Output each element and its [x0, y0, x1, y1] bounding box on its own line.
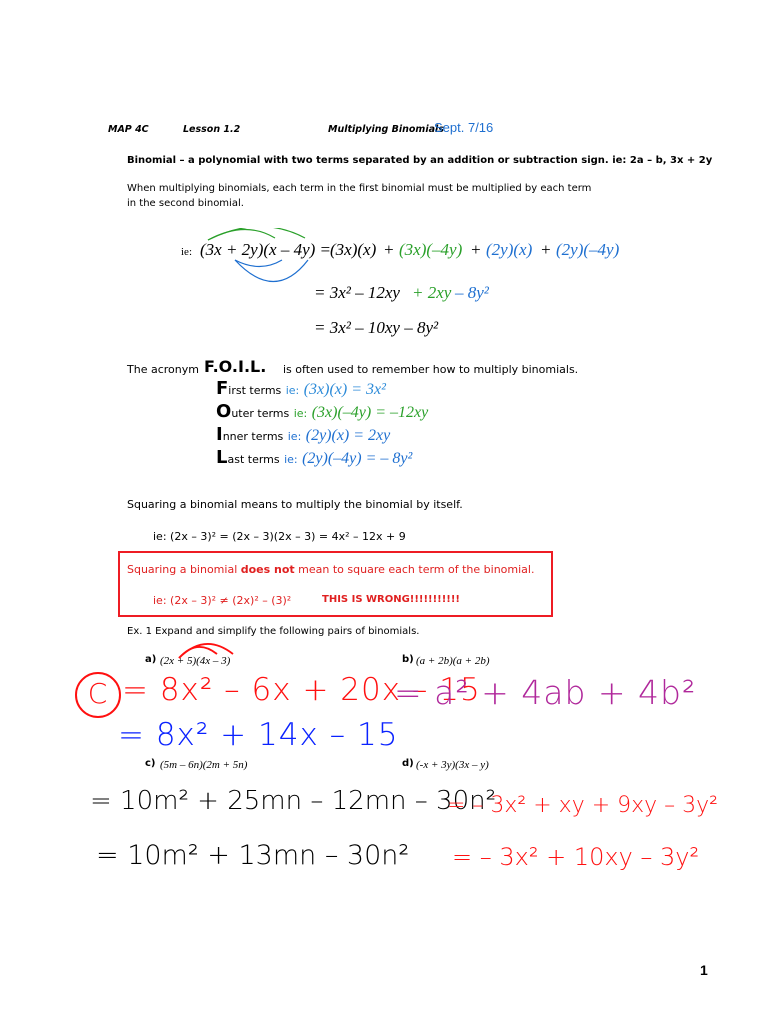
example-term4: (2y)(–4y) — [556, 240, 620, 259]
foil-letter: O — [216, 401, 232, 422]
foil-ie: ie: — [287, 430, 302, 443]
example-expression: (3x + 2y)(x – 4y) = — [200, 240, 332, 259]
example-step2-c: – 8y² — [455, 283, 489, 302]
lesson-topic: Multiplying Binomials — [328, 124, 444, 135]
foil-expr: (3x)(x) = 3x² — [303, 381, 386, 398]
foil-ie: ie: — [284, 453, 298, 466]
exercise-b-expr: (a + 2b)(a + 2b) — [416, 655, 490, 667]
foil-letter: I — [216, 424, 223, 445]
warning-text-a: Squaring a binomial — [127, 563, 241, 576]
exercise-a-label: a) — [145, 654, 157, 665]
foil-expr: (2y)(–4y) = – 8y² — [302, 450, 413, 467]
lesson-date: Sept. 7/16 — [434, 120, 494, 135]
foil-letter: F — [216, 378, 229, 399]
handwritten-d-step1: = – 3x² + xy + 9xy – 3y² — [447, 793, 718, 818]
warning-emphasis: does not — [240, 563, 295, 576]
example-term1: (3x)(x) — [330, 240, 377, 259]
exercise-a-expr: (2x + 5)(4x – 3) — [160, 655, 231, 667]
warning-wrong: THIS IS WRONG!!!!!!!!!!! — [322, 594, 460, 605]
warning-box — [118, 551, 553, 617]
exercise-a-arrows-icon — [175, 640, 245, 670]
foil-row-outer — [216, 401, 428, 422]
foil-row-inner — [216, 424, 390, 445]
example-step2-a: = 3x² – 12xy — [314, 283, 400, 302]
handwritten-c-step2: = 10m² + 13mn – 30n² — [96, 840, 410, 871]
foil-letter: L — [216, 447, 228, 468]
example-plus2: + — [470, 240, 482, 259]
foil-label: uter terms — [231, 407, 290, 420]
foil-label: irst terms — [228, 384, 282, 397]
example-step2-b: + 2xy — [412, 283, 452, 302]
foil-expr: (2y)(x) = 2xy — [305, 427, 391, 444]
exercise-c-label: c) — [145, 758, 156, 769]
handwritten-a-step1: = 8x² – 6x + 20x – 15 — [122, 672, 481, 708]
squaring-example: ie: (2x – 3)² = (2x – 3)(2x – 3) = 4x² – 12x + 9 — [153, 530, 406, 543]
handwritten-d-step2: = – 3x² + 10xy – 3y² — [452, 843, 700, 871]
foil-row-last — [216, 447, 412, 468]
example-step3: = 3x² – 10xy – 8y² — [314, 318, 439, 337]
exercise-b-label: b) — [402, 654, 414, 665]
lesson-number: Lesson 1.2 — [183, 124, 241, 135]
foil-arrows-icon — [190, 228, 330, 293]
page-number: 1 — [700, 962, 708, 978]
example-term3: (2y)(x) — [486, 240, 533, 259]
example-plus3: + — [540, 240, 552, 259]
foil-ie: ie: — [285, 384, 300, 397]
handwritten-c-step1: = 10m² + 25mn – 12mn – 30n² — [90, 786, 497, 816]
exercise-c-expr: (5m – 6n)(2m + 5n) — [160, 759, 248, 771]
course-code: MAP 4C — [108, 124, 149, 135]
exercise-d-expr: (-x + 3y)(3x – y) — [416, 759, 489, 771]
binomial-definition: Binomial – a polynomial with two terms separated by an addition or subtraction sign. ie: 2a – b, 3x + 2y — [127, 155, 713, 166]
exercise-title: Ex. 1 Expand and simplify the following pairs of binomials. — [127, 626, 420, 637]
rule-text-line1: When multiplying binomials, each term in the first binomial must be multiplied by each term — [127, 183, 592, 194]
squaring-text: Squaring a binomial means to multiply the binomial by itself. — [127, 498, 463, 511]
foil-label: ast terms — [227, 453, 280, 466]
foil-acronym: F.O.I.L. — [204, 357, 267, 376]
foil-row-first — [216, 378, 386, 399]
rule-text-line2: in the second binomial. — [127, 198, 244, 209]
foil-ie: ie: — [293, 407, 308, 420]
foil-intro-c: is often used to remember how to multiply binomials. — [283, 363, 579, 376]
warning-text-c: mean to square each term of the binomial. — [294, 563, 535, 576]
exercise-d-label: d) — [402, 758, 414, 769]
warning-text — [127, 563, 534, 576]
example-ie-label: ie: — [181, 246, 192, 258]
example-term2: (3x)(–4y) — [399, 240, 463, 259]
foil-intro-a: The acronym — [127, 363, 199, 376]
foil-expr: (3x)(–4y) = –12xy — [311, 404, 429, 421]
handwritten-a-step2: = 8x² + 14x – 15 — [118, 717, 399, 753]
handwritten-b-step1: = a² + 4ab + 4b² — [394, 673, 697, 712]
warning-example: ie: (2x – 3)² ≠ (2x)² – (3)² — [153, 594, 292, 607]
example-plus1: + — [383, 240, 395, 259]
circled-c-mark: C — [75, 672, 121, 718]
foil-label: nner terms — [222, 430, 284, 443]
